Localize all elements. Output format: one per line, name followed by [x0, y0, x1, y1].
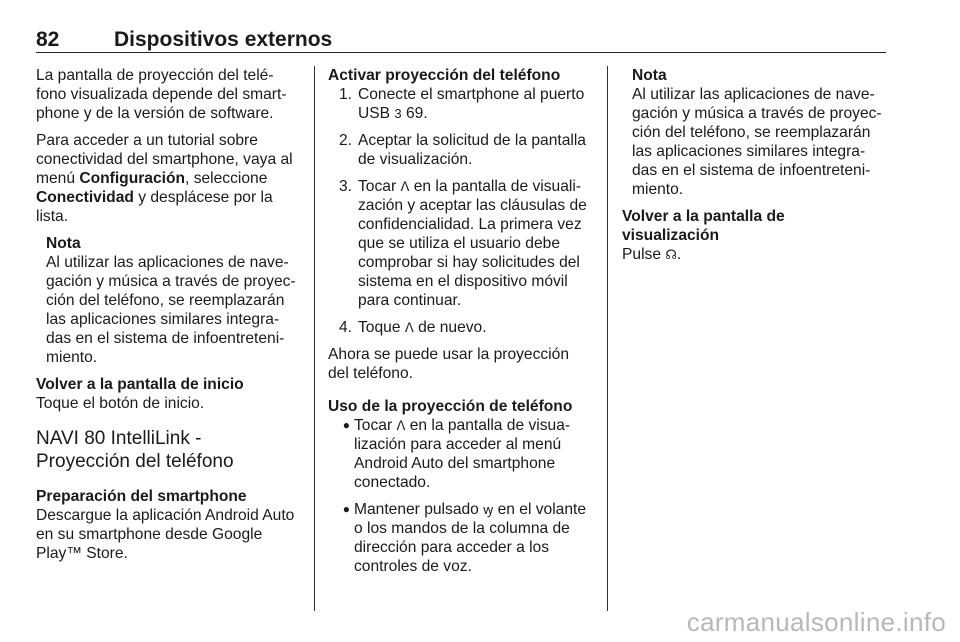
text: en la pantalla de visuali-zación y aceptar las cláusulas de confidencialidad. La primera vez que se utiliza el usuario debe comprobar si hay solicitudes del sistema en el dispositivo móvil para continuar.: [358, 178, 587, 309]
note-text: Al utilizar las aplicaciones de nave-gación y música a través de proyec-ción del teléfono, se reemplazarán las aplicaciones similares integra-das en el sistema de infoentreteni-miento.: [46, 254, 296, 366]
steps-list: [328, 85, 592, 337]
paragraph: [36, 131, 300, 226]
page-number: 82: [36, 28, 60, 51]
subheading-preparation: Preparación del smartphone: [36, 488, 247, 505]
step-number: 2.: [338, 132, 352, 149]
list-item: [328, 85, 592, 123]
list-item: [328, 131, 592, 169]
note-box: [46, 234, 300, 367]
projection-icon: ᐱ: [400, 179, 410, 194]
text: Toque: [358, 319, 405, 336]
paragraph: La pantalla de proyección del telé-fono visualizada depende del smart-phone y de la versión de software.: [36, 67, 287, 122]
note-box: [632, 66, 886, 199]
text: Aceptar la solicitud de la pantalla de visualización.: [358, 132, 586, 168]
projection-icon: ᐱ: [396, 418, 406, 433]
voice-control-icon: ꝡ: [483, 502, 494, 517]
text: y desplácese por la lista.: [36, 189, 273, 225]
watermark: carmanualsonline.info: [686, 607, 946, 637]
paragraph: Descargue la aplicación Android Auto en su smartphone desde Google Play™ Store.: [36, 507, 295, 562]
subheading-use: Uso de la proyección de teléfono: [328, 398, 573, 415]
subheading-activate: Activar proyección del teléfono: [328, 67, 561, 84]
column-3: [622, 66, 886, 272]
column-divider: [314, 66, 315, 611]
paragraph: [622, 245, 886, 264]
page-title: Dispositivos externos: [114, 28, 333, 51]
bullet-icon: ●: [342, 502, 350, 516]
text: Pulse: [622, 246, 666, 263]
paragraph: Ahora se puede usar la proyección del teléfono.: [328, 346, 569, 382]
bullet-icon: ●: [342, 418, 350, 432]
page-ref-icon: 3: [394, 106, 402, 121]
section-title: NAVI 80 IntelliLink - Proyección del teléfono: [36, 428, 234, 472]
subheading-home: Volver a la pantalla de inicio: [36, 376, 244, 393]
text: Mantener pulsado: [354, 501, 484, 518]
step-number: 1.: [338, 86, 352, 103]
list-item: [328, 416, 592, 492]
list-item: [328, 177, 592, 310]
menu-conectividad: Conectividad: [36, 189, 134, 206]
text: de nuevo.: [413, 319, 487, 336]
list-item: [328, 500, 592, 576]
projection-icon: ᐱ: [404, 320, 414, 335]
note-text: Al utilizar las aplicaciones de nave-gación y música a través de proyec-ción del teléfono, se reemplazarán las aplicaciones similares integra-das en el sistema de infoentreteni-miento.: [632, 86, 882, 198]
column-1: [36, 66, 300, 571]
note-title: Nota: [632, 67, 667, 84]
page-header: [36, 28, 886, 53]
text: en la pantalla de visua-lización para acceder al menú Android Auto del smartphone conectado.: [354, 417, 571, 491]
step-number: 3.: [338, 178, 352, 195]
list-item: [328, 318, 592, 337]
text: Para acceder a un tutorial sobre conectividad del smartphone, vaya al menú: [36, 132, 293, 187]
text: Tocar: [354, 417, 397, 434]
text: Conecte el smartphone al puerto USB: [358, 86, 585, 122]
paragraph: Toque el botón de inicio.: [36, 395, 205, 412]
text: 69.: [401, 105, 428, 122]
subheading-back: Volver a la pantalla de visualización: [622, 208, 785, 244]
note-title: Nota: [46, 235, 81, 252]
menu-configuracion: Configuración: [79, 170, 186, 187]
bullet-list: [328, 416, 592, 576]
column-2: [328, 66, 592, 584]
text: en el volante o los mandos de la columna de dirección para acceder a los controles de voz.: [354, 501, 587, 575]
text: Tocar: [358, 178, 401, 195]
column-divider: [607, 66, 608, 611]
phone-icon: ☊: [665, 247, 677, 262]
step-number: 4.: [338, 319, 352, 336]
text: .: [676, 246, 682, 263]
text: , seleccione: [185, 170, 268, 187]
